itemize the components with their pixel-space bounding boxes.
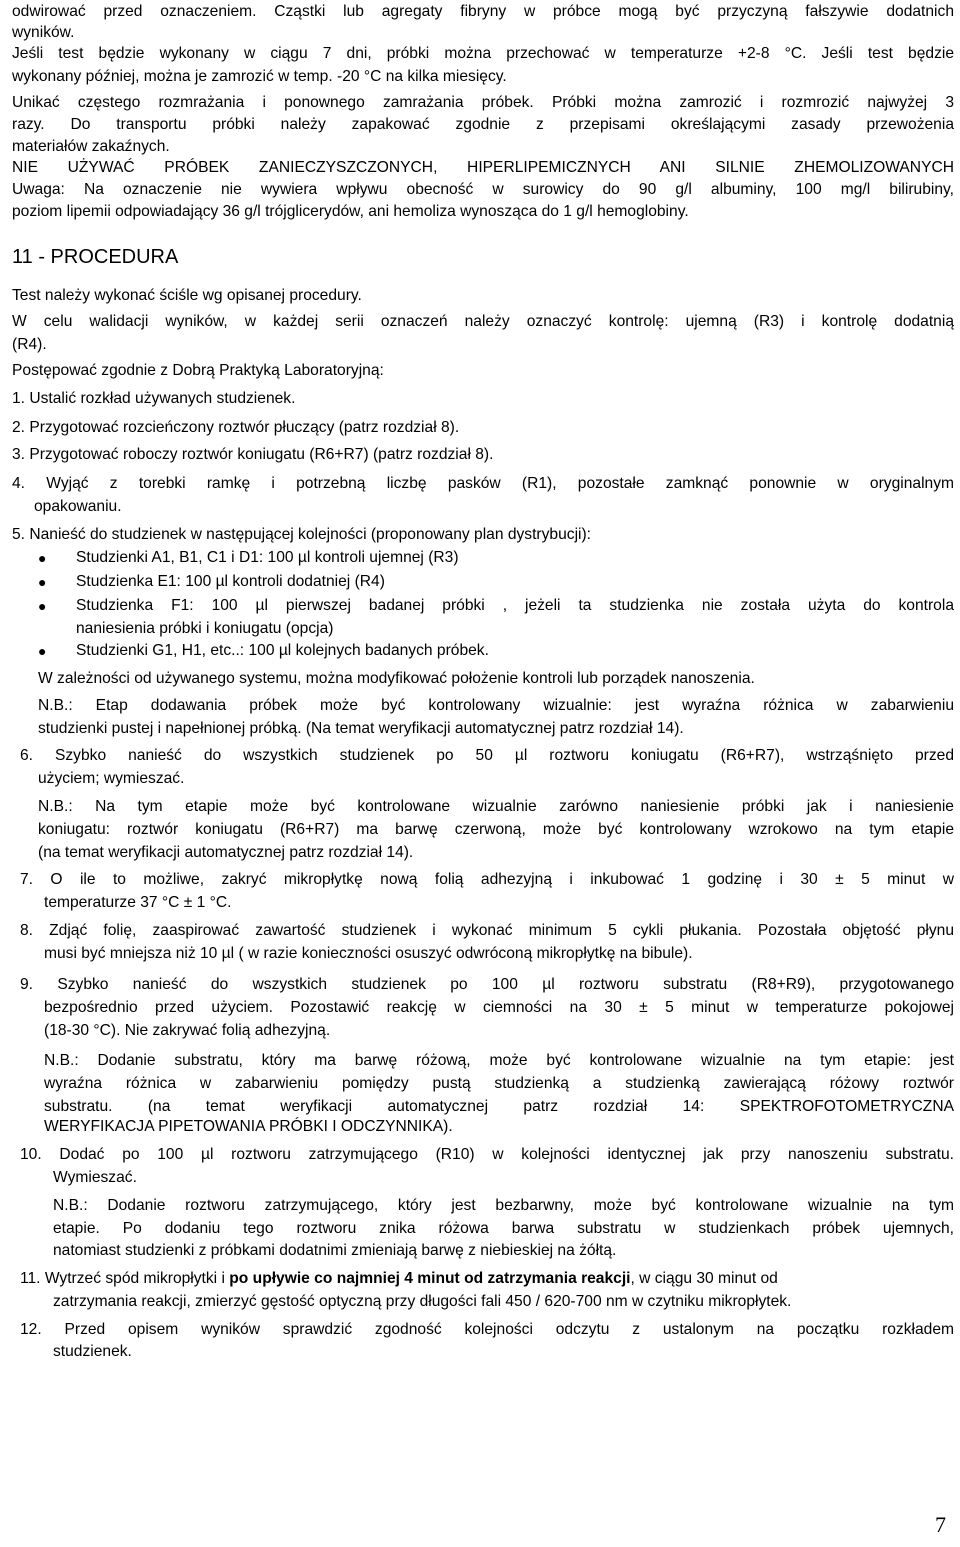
step-9-cont-1: bezpośrednio przed użyciem. Pozostawić reakcję w ciemności na 30 ± 5 minut w temperaturze pokojowej	[44, 999, 954, 1016]
intro-warning-line: NIE UŻYWAĆ PRÓBEK ZANIECZYSZCZONYCH, HIPERLIPEMICZNYCH ANI SILNIE ZHEMOLIZOWANYCH	[12, 159, 954, 176]
procedure-line-2: W celu walidacji wyników, w każdej serii oznaczeń należy oznaczyć kontrolę: ujemną (R3) i kontrolę dodatnią	[12, 313, 954, 330]
procedure-line-1: Test należy wykonać ściśle wg opisanej procedury.	[12, 287, 362, 304]
step-9-cont-2: (18-30 °C). Nie zakrywać folią adhezyjną.	[44, 1022, 331, 1039]
step-12: 12. Przed opisem wyników sprawdzić zgodność kolejności odczytu z ustalonym na początku rozkładem	[20, 1321, 954, 1338]
step-8-cont: musi być mniejsza niż 10 µl ( w razie konieczności osuszyć odwróconą mikropłytkę na bibule).	[44, 945, 693, 962]
bullet-item-1: Studzienki A1, B1, C1 i D1: 100 µl kontroli ujemnej (R3)	[76, 549, 459, 566]
nb-3-line-4: WERYFIKACJA PIPETOWANIA PRÓBKI I ODCZYNNIKA).	[44, 1118, 453, 1135]
procedure-line-3: (R4).	[12, 336, 47, 353]
nb-4-line-3: natomiast studzienki z próbkami dodatnimi zmieniają barwę z niebieskiej na żółtą.	[53, 1242, 617, 1259]
nb-2-line-1: N.B.: Na tym etapie może być kontrolowane wizualnie zarówno naniesienie próbki jak i naniesienie	[38, 798, 954, 815]
step-3: 3. Przygotować roboczy roztwór koniugatu (R6+R7) (patrz rozdział 8).	[12, 446, 494, 463]
step-9: 9. Szybko nanieść do wszystkich studzienek po 100 µl roztworu substratu (R8+R9), przygotowanego	[20, 976, 954, 993]
step-7: 7. O ile to możliwe, zakryć mikropłytkę nową folią adhezyjną i inkubować 1 godzinę i 30 ± 5 minut w	[20, 871, 954, 888]
bullet-item-2: Studzienka E1: 100 µl kontroli dodatniej (R4)	[76, 573, 385, 590]
step-10: 10. Dodać po 100 µl roztworu zatrzymującego (R10) w kolejności identycznej jak przy nanoszeniu substratu.	[20, 1146, 954, 1163]
bullet-item-3: Studzienka F1: 100 µl pierwszej badanej próbki , jeżeli ta studzienka nie została użyta do kontrola	[76, 597, 954, 614]
procedure-line-4: Postępować zgodnie z Dobrą Praktyką Laboratoryjną:	[12, 362, 384, 379]
system-note: W zależności od używanego systemu, można modyfikować położenie kontroli lub porządek nanoszenia.	[38, 670, 755, 687]
page-number: 7	[935, 1512, 946, 1537]
step-12-cont: studzienek.	[53, 1343, 132, 1360]
bullet-item-3-cont: naniesienia próbki i koniugatu (opcja)	[76, 620, 334, 637]
step-8: 8. Zdjąć folię, zaaspirować zawartość studzienek i wykonać minimum 5 cykli płukania. Pozostała objętość płynu	[20, 922, 954, 939]
nb-3-line-1: N.B.: Dodanie substratu, który ma barwę różową, może być kontrolowane wizualnie na tym etapie: jest	[44, 1052, 954, 1069]
nb-3-line-2: wyraźna różnica w zabarwieniu pomiędzy pustą studzienką a studzienką zawierającą różowy roztwór	[44, 1075, 954, 1092]
intro-line-9: Uwaga: Na oznaczenie nie wywiera wpływu obecność w surowicy do 90 g/l albuminy, 100 mg/l bilirubiny,	[12, 181, 954, 198]
step-5: 5. Nanieść do studzienek w następującej kolejności (proponowany plan dystrybucji):	[12, 526, 592, 543]
intro-line-3: Jeśli test będzie wykonany w ciągu 7 dni, próbki można przechować w temperaturze +2-8 °C. Jeśli test będzie	[12, 45, 954, 62]
intro-line-7: materiałów zakaźnych.	[12, 138, 170, 155]
intro-line-4: wykonany później, można je zamrozić w temp. -20 °C na kilka miesięcy.	[12, 68, 507, 85]
step-11-bold: po upływie co najmniej 4 minut od zatrzymania reakcji	[229, 1270, 631, 1287]
step-11	[20, 1270, 778, 1288]
step-4: 4. Wyjąć z torebki ramkę i potrzebną liczbę pasków (R1), pozostałe zamknąć ponownie w oryginalnym	[12, 475, 954, 492]
step-1: 1. Ustalić rozkład używanych studzienek.	[12, 390, 296, 407]
step-6: 6. Szybko nanieść do wszystkich studzienek po 50 µl roztworu koniugatu (R6+R7), wstrząśnięto przed	[20, 747, 954, 764]
step-10-cont: Wymieszać.	[53, 1169, 137, 1186]
nb-2-line-2: koniugatu: roztwór koniugatu (R6+R7) ma barwę czerwoną, może być kontrolowany wzrokowo na tym etapie	[38, 821, 954, 838]
bullet-item-4: Studzienki G1, H1, etc..: 100 µl kolejnych badanych próbek.	[76, 642, 489, 659]
nb-1-line-1: N.B.: Etap dodawania próbek może być kontrolowany wizualnie: jest wyraźna różnica w zabarwieniu	[38, 697, 954, 714]
intro-line-6: razy. Do transportu próbki należy zapakować zgodnie z przepisami określającymi zasady przewożenia	[12, 116, 954, 133]
step-6-cont: użyciem; wymieszać.	[38, 770, 185, 787]
nb-2-line-3: (na temat weryfikacji automatycznej patrz rozdział 14).	[38, 844, 414, 861]
nb-3-line-3: substratu. (na temat weryfikacji automatycznej patrz rozdział 14: SPEKTROFOTOMETRYCZNA	[44, 1098, 954, 1115]
intro-line-10: poziom lipemii odpowiadający 36 g/l trójglicerydów, ani hemoliza wynosząca do 1 g/l hemoglobiny.	[12, 203, 689, 220]
nb-4-line-2: etapie. Po dodaniu tego roztworu znika różowa barwa substratu w studzienkach próbek ujemnych,	[53, 1220, 954, 1237]
intro-line-1: odwirować przed oznaczeniem. Cząstki lub agregaty fibryny w próbce mogą być przyczyną fałszywie dodatnich	[12, 3, 954, 20]
bullet-icon: ●	[38, 574, 47, 590]
step-11-suffix: , w ciągu 30 minut od	[630, 1270, 778, 1287]
bullet-icon: ●	[38, 598, 47, 614]
bullet-icon: ●	[38, 550, 47, 566]
section-title: 11 - PROCEDURA	[12, 246, 179, 268]
step-11-prefix: 11. Wytrzeć spód mikropłytki i	[20, 1270, 230, 1287]
step-7-cont: temperaturze 37 °C ± 1 °C.	[44, 894, 232, 911]
bullet-icon: ●	[38, 643, 47, 659]
step-2: 2. Przygotować rozcieńczony roztwór płuczący (patrz rozdział 8).	[12, 419, 460, 436]
intro-line-2: wyników.	[12, 24, 75, 41]
intro-line-5: Unikać częstego rozmrażania i ponownego zamrażania próbek. Próbki można zamrozić i rozmrozić najwyżej 3	[12, 94, 954, 111]
nb-4-line-1: N.B.: Dodanie roztworu zatrzymującego, który jest bezbarwny, może być kontrolowane wizualnie na tym	[53, 1197, 954, 1214]
nb-1-line-2: studzienki pustej i napełnionej próbką. (Na temat weryfikacji automatycznej patrz rozdział 14).	[38, 720, 684, 737]
step-4-cont: opakowaniu.	[34, 498, 122, 515]
step-11-cont: zatrzymania reakcji, zmierzyć gęstość optyczną przy długości fali 450 / 620-700 nm w czytniku mikropłytek.	[53, 1293, 792, 1310]
